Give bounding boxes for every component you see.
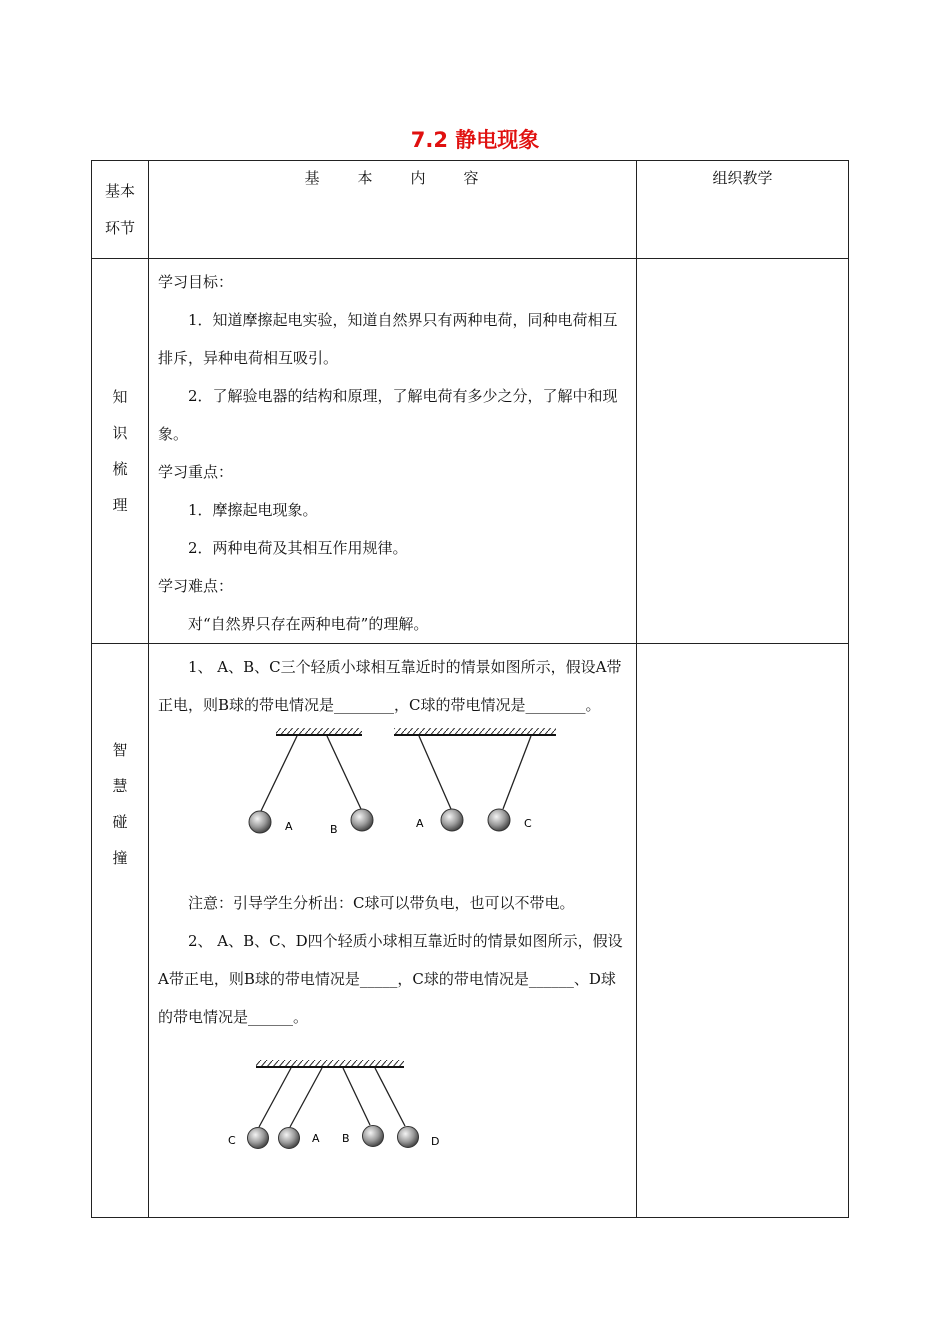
key-point-2: 2．两种电荷及其相互作用规律。	[188, 539, 408, 557]
label-a: A	[312, 1132, 320, 1145]
header-stage-line2: 环节	[104, 218, 135, 237]
header-row	[92, 161, 849, 259]
label-a2: A	[416, 817, 424, 830]
ball-b	[363, 1126, 384, 1147]
exercise-content-cell	[149, 644, 637, 1218]
string	[375, 1068, 405, 1126]
string	[259, 1068, 291, 1127]
header-content-char: 本	[357, 169, 375, 187]
exercise-label-char: 撞	[112, 849, 128, 867]
difficulty-heading: 学习难点：	[158, 577, 234, 595]
support-right	[394, 728, 556, 735]
support-left	[276, 728, 362, 735]
string	[343, 1068, 370, 1125]
string	[327, 736, 361, 809]
knowledge-label-char: 识	[112, 424, 128, 442]
goal-1: 1．知道摩擦起电实验，知道自然界只有两种电荷，同种电荷相互排斥，异种电荷相互吸引。	[158, 311, 618, 367]
label-c: C	[524, 817, 532, 830]
goal-2: 2．了解验电器的结构和原理，了解电荷有多少之分，了解中和现象。	[158, 387, 618, 443]
label-a: A	[285, 820, 293, 833]
string	[290, 1068, 322, 1127]
ball-b	[351, 809, 373, 831]
exercise-label-char: 碰	[112, 813, 128, 831]
label-b: B	[342, 1132, 350, 1145]
key-heading: 学习重点：	[158, 463, 234, 481]
note: 注意：引导学生分析出：C球可以带负电，也可以不带电。	[188, 894, 575, 912]
knowledge-row	[92, 259, 849, 644]
header-content-cell	[149, 161, 637, 259]
ball-a	[279, 1128, 300, 1149]
knowledge-label-char: 梳	[112, 460, 128, 478]
header-stage-cell	[92, 161, 149, 259]
support	[256, 1060, 404, 1067]
key-point-1: 1．摩擦起电现象。	[188, 501, 318, 519]
lesson-table	[91, 160, 849, 1218]
exercise-label-cell	[92, 644, 149, 1218]
difficulty-point: 对“自然界只存在两种电荷”的理解。	[188, 615, 429, 633]
ball-c	[248, 1128, 269, 1149]
label-b: B	[330, 823, 338, 836]
question-2: 2、 A、B、C、D四个轻质小球相互靠近时的情景如图所示，假设A带正电，则B球的带电情况是_____，C球的带电情况是______、D球的带电情况是______。	[158, 932, 623, 1026]
exercise-row	[92, 644, 849, 1218]
knowledge-label-cell	[92, 259, 149, 644]
header-content-char: 容	[463, 169, 481, 187]
ball-d	[398, 1127, 419, 1148]
page-title: 7.2 静电现象	[410, 128, 540, 152]
knowledge-content-cell	[149, 259, 637, 644]
goals-heading: 学习目标：	[158, 273, 234, 291]
exercise-label-char: 慧	[112, 777, 128, 795]
header-stage-line1: 基本	[104, 181, 135, 200]
pendulum-figure-1	[158, 724, 628, 884]
label-c: C	[228, 1134, 236, 1147]
ball-a2	[441, 809, 463, 831]
knowledge-label-char: 理	[112, 496, 128, 514]
header-teaching-cell: 组织教学	[637, 161, 849, 259]
exercise-teaching-cell	[637, 644, 849, 1218]
ball-c	[488, 809, 510, 831]
pendulum-figure-2	[158, 1054, 628, 1164]
question-1: 1、 A、B、C三个轻质小球相互靠近时的情景如图所示，假设A带正电，则B球的带电情况是________，C球的带电情况是________。	[158, 658, 622, 714]
header-content-char: 基	[304, 169, 322, 187]
string	[419, 736, 451, 809]
ball-a	[249, 811, 271, 833]
string	[503, 736, 531, 809]
label-d: D	[431, 1135, 440, 1148]
knowledge-teaching-cell	[637, 259, 849, 644]
header-content-char: 内	[410, 169, 428, 187]
string	[261, 736, 297, 811]
exercise-label-char: 智	[112, 741, 128, 759]
knowledge-label-char: 知	[112, 388, 128, 406]
